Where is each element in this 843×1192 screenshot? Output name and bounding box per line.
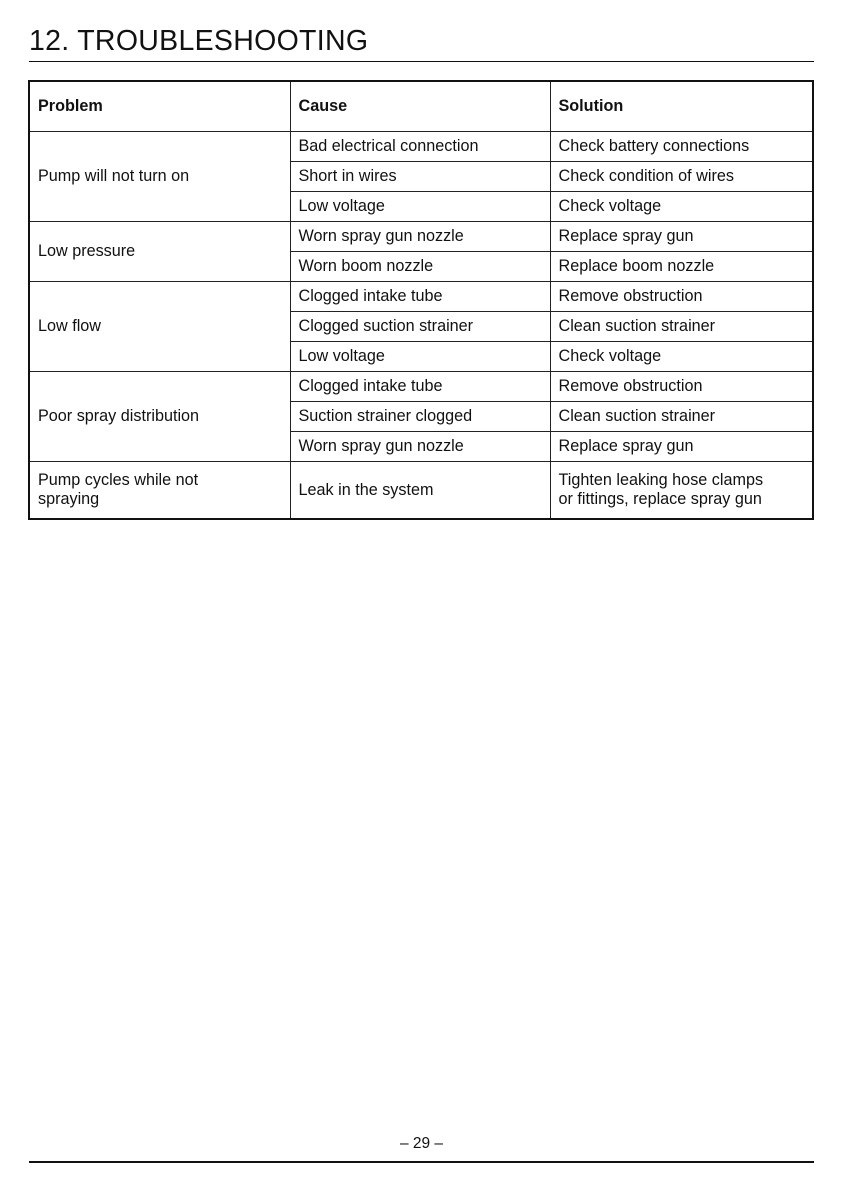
problem-cell: Poor spray distribution xyxy=(29,372,290,462)
table-row xyxy=(29,282,813,312)
title-divider xyxy=(29,61,814,62)
solution-cell: Check voltage xyxy=(550,192,813,222)
cause-cell: Clogged intake tube xyxy=(290,282,550,312)
solution-cell: Check condition of wires xyxy=(550,162,813,192)
solution-cell: Replace spray gun xyxy=(550,432,813,462)
table-row xyxy=(29,132,813,162)
cause-cell: Short in wires xyxy=(290,162,550,192)
troubleshooting-table xyxy=(28,80,814,520)
table-row xyxy=(29,372,813,402)
solution-cell: Tighten leaking hose clamps or fittings, replace spray gun xyxy=(550,462,813,520)
column-header-cause: Cause xyxy=(290,81,550,132)
cause-cell: Worn spray gun nozzle xyxy=(290,432,550,462)
cause-cell: Bad electrical connection xyxy=(290,132,550,162)
page-number: – 29 – xyxy=(399,1135,444,1152)
column-header-solution: Solution xyxy=(550,81,813,132)
footer-divider xyxy=(29,1161,814,1163)
page-title: 12. TROUBLESHOOTING xyxy=(29,25,369,57)
cause-cell: Worn boom nozzle xyxy=(290,252,550,282)
cause-cell: Worn spray gun nozzle xyxy=(290,222,550,252)
problem-cell: Pump cycles while not spraying xyxy=(29,462,290,520)
cause-cell: Clogged intake tube xyxy=(290,372,550,402)
solution-cell: Clean suction strainer xyxy=(550,312,813,342)
cause-cell: Clogged suction strainer xyxy=(290,312,550,342)
solution-cell: Replace spray gun xyxy=(550,222,813,252)
problem-cell: Pump will not turn on xyxy=(29,132,290,222)
solution-cell: Remove obstruction xyxy=(550,282,813,312)
problem-cell: Low pressure xyxy=(29,222,290,282)
cause-cell: Suction strainer clogged xyxy=(290,402,550,432)
cause-cell: Low voltage xyxy=(290,342,550,372)
solution-cell: Replace boom nozzle xyxy=(550,252,813,282)
solution-cell: Clean suction strainer xyxy=(550,402,813,432)
table-row xyxy=(29,222,813,252)
solution-cell: Check voltage xyxy=(550,342,813,372)
table-header-row xyxy=(29,81,813,132)
problem-cell: Low flow xyxy=(29,282,290,372)
solution-cell: Remove obstruction xyxy=(550,372,813,402)
column-header-problem: Problem xyxy=(29,81,290,132)
cause-cell: Low voltage xyxy=(290,192,550,222)
solution-cell: Check battery connections xyxy=(550,132,813,162)
table-row xyxy=(29,462,813,520)
cause-cell: Leak in the system xyxy=(290,462,550,520)
